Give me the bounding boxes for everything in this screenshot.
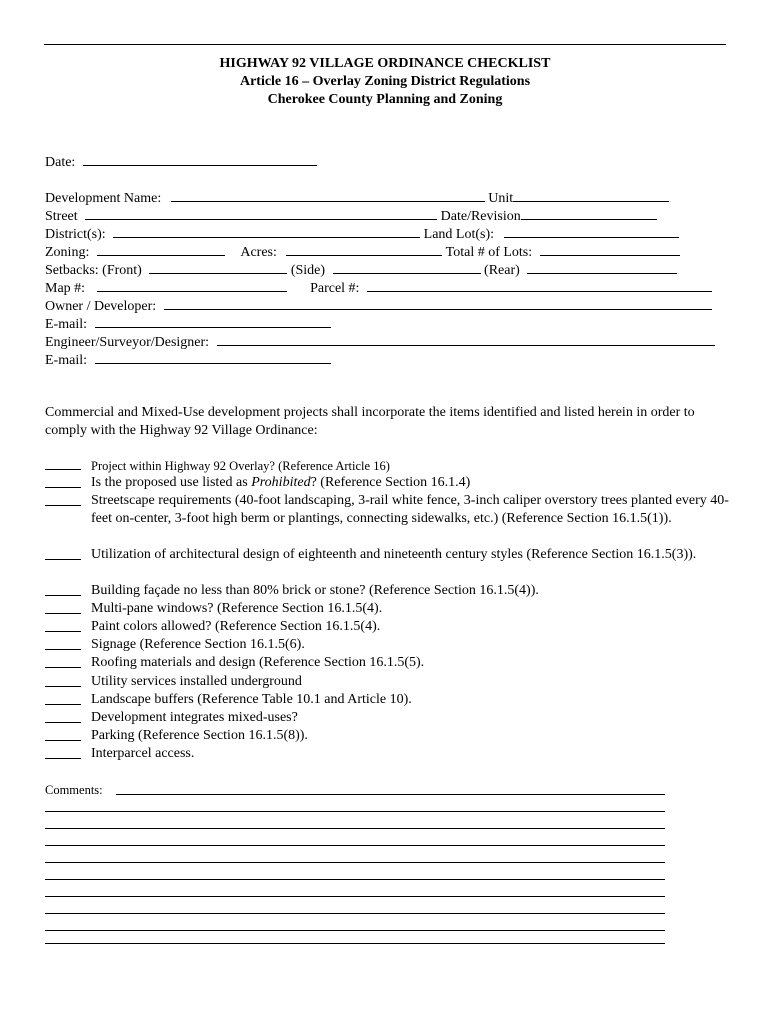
engineer-row <box>45 332 715 352</box>
email-label-1: E-mail: <box>45 317 87 332</box>
checklist-item-14: Interparcel access. <box>91 746 195 761</box>
districts-field[interactable] <box>113 224 420 238</box>
checklist-item-8: Signage (Reference Section 16.1.5(6). <box>91 637 305 652</box>
owner-label: Owner / Developer: <box>45 299 157 314</box>
date-revision-field[interactable] <box>521 206 657 220</box>
checklist-item-5: Building façade no less than 80% brick or stone? (Reference Section 16.1.5(4)). <box>91 583 539 598</box>
setbacks-rear-label: (Rear) <box>484 263 520 278</box>
comments-label: Comments: <box>45 783 103 797</box>
checklist-blank-11[interactable] <box>45 704 81 705</box>
comments-line-6[interactable] <box>45 879 665 880</box>
district-row <box>45 224 679 244</box>
checklist-item-7: Paint colors allowed? (Reference Section 16.1.5(4). <box>91 619 381 634</box>
email-row-1 <box>45 314 331 334</box>
checklist-blank-6[interactable] <box>45 613 81 614</box>
engineer-label: Engineer/Surveyor/Designer: <box>45 335 210 350</box>
intro-paragraph: Commercial and Mixed-Use development projects shall incorporate the items identified and listed herein in order to comply with the Highway 92 Village Ordinance: <box>45 405 695 438</box>
comments-line-10[interactable] <box>45 943 665 944</box>
zoning-row <box>45 242 680 262</box>
document-title: HIGHWAY 92 VILLAGE ORDINANCE CHECKLIST <box>219 56 551 71</box>
comments-line-7[interactable] <box>45 896 665 897</box>
checklist-item-13: Parking (Reference Section 16.1.5(8)). <box>91 728 308 743</box>
setbacks-front-field[interactable] <box>149 260 287 274</box>
checklist-blank-14[interactable] <box>45 758 81 759</box>
document-department: Cherokee County Planning and Zoning <box>267 92 503 107</box>
setbacks-front-label: Setbacks: (Front) <box>45 263 142 278</box>
checklist-blank-7[interactable] <box>45 631 81 632</box>
email-field-2[interactable] <box>95 350 331 364</box>
checklist-blank-3[interactable] <box>45 505 81 506</box>
email-field-1[interactable] <box>95 314 331 328</box>
setbacks-side-field[interactable] <box>333 260 481 274</box>
map-row <box>45 278 712 298</box>
total-lots-label: Total # of Lots: <box>445 245 533 260</box>
setbacks-row <box>45 260 677 280</box>
checklist-item-9: Roofing materials and design (Reference Section 16.1.5(5). <box>91 655 425 670</box>
parcel-label: Parcel #: <box>310 281 360 296</box>
development-name-label: Development Name: <box>45 191 162 206</box>
land-lots-label: Land Lot(s): <box>423 227 495 242</box>
date-revision-label: Date/Revision <box>440 209 521 224</box>
checklist-item-11: Landscape buffers (Reference Table 10.1 and Article 10). <box>91 692 412 707</box>
checklist-item-12: Development integrates mixed-uses? <box>91 710 298 725</box>
districts-label: District(s): <box>45 227 106 242</box>
comments-line-2[interactable] <box>45 811 665 812</box>
street-field[interactable] <box>85 206 437 220</box>
engineer-field[interactable] <box>217 332 715 346</box>
setbacks-rear-field[interactable] <box>527 260 677 274</box>
acres-field[interactable] <box>286 242 442 256</box>
checklist-blank-8[interactable] <box>45 649 81 650</box>
checklist-item-4: Utilization of architectural design of eighteenth and nineteenth century styles (Reference Section 16.1.5(3)). <box>91 547 697 562</box>
development-row <box>45 188 669 208</box>
zoning-field[interactable] <box>97 242 225 256</box>
land-lots-field[interactable] <box>504 224 679 238</box>
street-label: Street <box>45 209 78 224</box>
checklist-item-1: Project within Highway 92 Overlay? (Reference Article 16) <box>91 459 390 473</box>
checklist-item-2: Is the proposed use listed as Prohibited? (Reference Section 16.1.4) <box>91 475 471 490</box>
checklist-blank-12[interactable] <box>45 722 81 723</box>
owner-field[interactable] <box>164 296 712 310</box>
unit-field[interactable] <box>513 188 669 202</box>
map-field[interactable] <box>97 278 287 292</box>
email-row-2 <box>45 350 331 370</box>
email-label-2: E-mail: <box>45 353 87 368</box>
setbacks-side-label: (Side) <box>290 263 326 278</box>
checklist-blank-2[interactable] <box>45 487 81 488</box>
checklist-item-3: Streetscape requirements (40-foot landscaping, 3-rail white fence, 3-inch caliper overstory trees planted every 40-feet on-center, 3-foot high berm or plantings, connecting sidewalks, etc.) (Reference Section 16.1.5(1)). <box>91 493 729 526</box>
date-label: Date: <box>45 155 76 170</box>
parcel-field[interactable] <box>367 278 712 292</box>
comments-line-4[interactable] <box>45 845 665 846</box>
zoning-label: Zoning: <box>45 245 90 260</box>
comments-line-8[interactable] <box>45 913 665 914</box>
acres-label: Acres: <box>240 245 277 260</box>
comments-line-3[interactable] <box>45 828 665 829</box>
checklist-item-6: Multi-pane windows? (Reference Section 16.1.5(4). <box>91 601 383 616</box>
date-row <box>45 152 317 172</box>
total-lots-field[interactable] <box>540 242 680 256</box>
checklist-blank-13[interactable] <box>45 740 81 741</box>
checklist-item-10: Utility services installed underground <box>91 674 302 689</box>
document-subtitle: Article 16 – Overlay Zoning District Regulations <box>239 74 531 89</box>
comments-line-5[interactable] <box>45 862 665 863</box>
checklist-blank-1[interactable] <box>45 469 81 470</box>
map-label: Map #: <box>45 281 86 296</box>
unit-label: Unit <box>488 191 514 206</box>
checklist-blank-5[interactable] <box>45 595 81 596</box>
date-field[interactable] <box>83 152 317 166</box>
comments-line-9[interactable] <box>45 930 665 931</box>
street-row <box>45 206 657 226</box>
checklist-blank-10[interactable] <box>45 686 81 687</box>
comments-line-1[interactable] <box>116 794 665 795</box>
top-rule <box>44 44 726 45</box>
checklist-blank-9[interactable] <box>45 667 81 668</box>
development-name-field[interactable] <box>171 188 485 202</box>
checklist-blank-4[interactable] <box>45 559 81 560</box>
owner-row <box>45 296 712 316</box>
